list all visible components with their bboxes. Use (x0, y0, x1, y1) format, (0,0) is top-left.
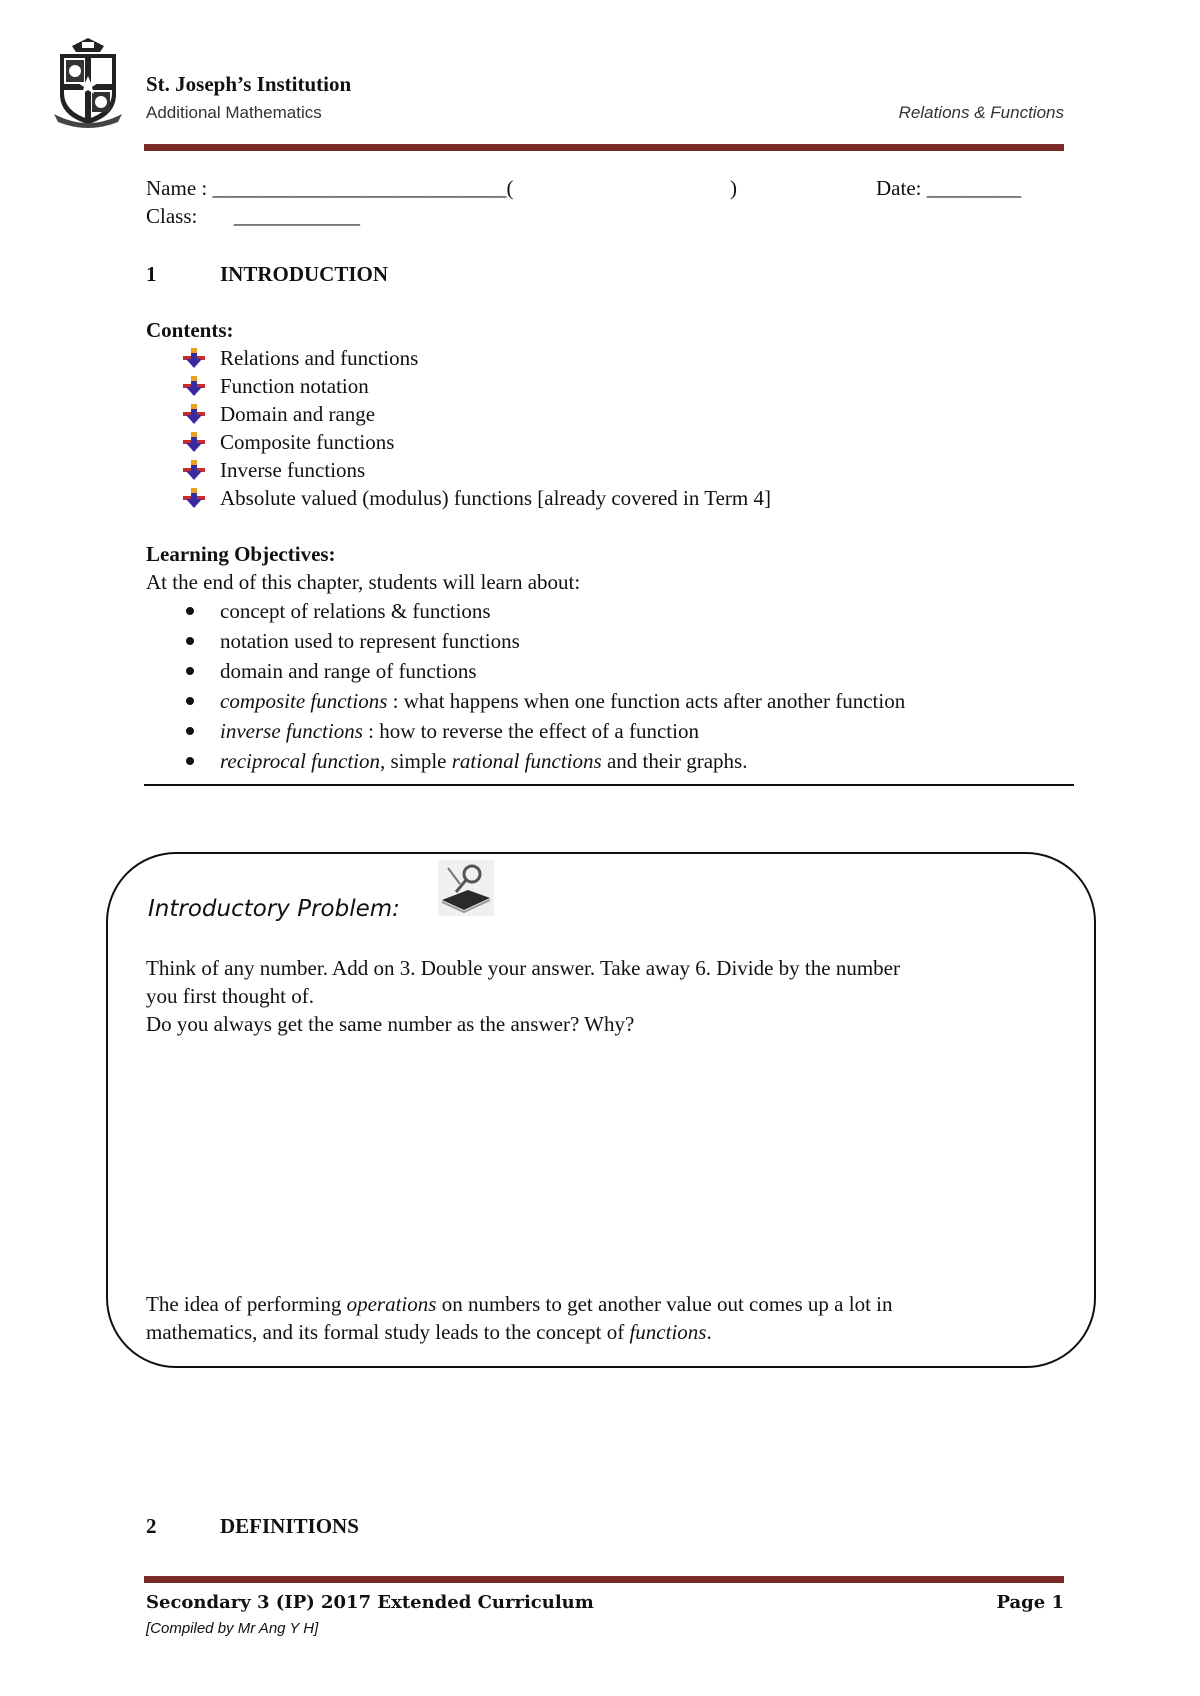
problem-line-1: Think of any number. Add on 3. Double your answer. Take away 6. Divide by the number (146, 956, 900, 980)
objectives-list (146, 596, 905, 776)
down-arrow-bullet-icon (183, 432, 205, 452)
bullet-dot (186, 637, 194, 645)
compiled-by-note: [Compiled by Mr Ang Y H] (146, 1620, 319, 1637)
bullet-dot (186, 757, 194, 765)
school-name: St. Joseph’s Institution (146, 72, 352, 96)
section-2-heading (146, 1514, 359, 1539)
list-item: Inverse functions (146, 456, 771, 484)
topic-name: Relations & Functions (898, 103, 1064, 122)
list-item: composite functions : what happens when one function acts after another function (146, 686, 905, 716)
list-item: inverse functions : how to reverse the effect of a function (146, 716, 905, 746)
class-blank: ____________ (234, 204, 360, 228)
contents-label: Contents: (146, 318, 234, 342)
class-label: Class: (146, 204, 198, 228)
subject-name: Additional Mathematics (146, 103, 322, 122)
section-number: 2 (146, 1514, 157, 1538)
list-item: Relations and functions (146, 344, 771, 372)
section-title: INTRODUCTION (220, 262, 389, 286)
section-number: 1 (146, 262, 157, 286)
list-item: domain and range of functions (146, 656, 905, 686)
name-field (146, 176, 513, 201)
list-item: concept of relations & functions (146, 596, 905, 626)
header-rule (144, 144, 1064, 151)
name-label: Name : (146, 176, 208, 200)
list-item: Absolute valued (modulus) functions [already covered in Term 4] (146, 484, 771, 512)
list-item: Domain and range (146, 400, 771, 428)
list-item: reciprocal function, simple rational functions and their graphs. (146, 746, 905, 776)
section-divider (144, 784, 1074, 786)
list-item: notation used to represent functions (146, 626, 905, 656)
bullet-dot (186, 667, 194, 675)
problem-line-3: Do you always get the same number as the answer? Why? (146, 1012, 635, 1036)
page-number: Page 1 (996, 1592, 1064, 1613)
problem-text (146, 954, 1046, 1038)
bullet-dot (186, 607, 194, 615)
problem-closing-text: The idea of performing operations on numbers to get another value out comes up a lot in mathematics, and its formal study leads to the concept of functions. (146, 1292, 893, 1344)
register-close-paren: ) (730, 176, 737, 200)
list-item: Composite functions (146, 428, 771, 456)
list-item: Function notation (146, 372, 771, 400)
bullet-dot (186, 697, 194, 705)
down-arrow-bullet-icon (183, 460, 205, 480)
footer-curriculum: Secondary 3 (IP) 2017 Extended Curriculum (146, 1592, 594, 1613)
section-title: DEFINITIONS (220, 1514, 359, 1538)
contents-list (146, 344, 771, 512)
introductory-problem-title: Introductory Problem: (148, 896, 400, 922)
section-1-heading (146, 262, 388, 287)
magnifier-book-icon (438, 860, 494, 916)
down-arrow-bullet-icon (183, 488, 205, 508)
down-arrow-bullet-icon (183, 376, 205, 396)
date-field (876, 176, 1021, 201)
down-arrow-bullet-icon (183, 348, 205, 368)
objectives-intro: At the end of this chapter, students will learn about: (146, 570, 581, 594)
date-label: Date: (876, 176, 922, 200)
objectives-label: Learning Objectives: (146, 542, 336, 566)
date-blank: _________ (926, 176, 1022, 200)
school-crest-logo (52, 36, 124, 128)
problem-line-2: you first thought of. (146, 984, 314, 1008)
bullet-dot (186, 727, 194, 735)
footer-rule (144, 1576, 1064, 1583)
down-arrow-bullet-icon (183, 404, 205, 424)
name-blank: ____________________________( (212, 176, 514, 200)
